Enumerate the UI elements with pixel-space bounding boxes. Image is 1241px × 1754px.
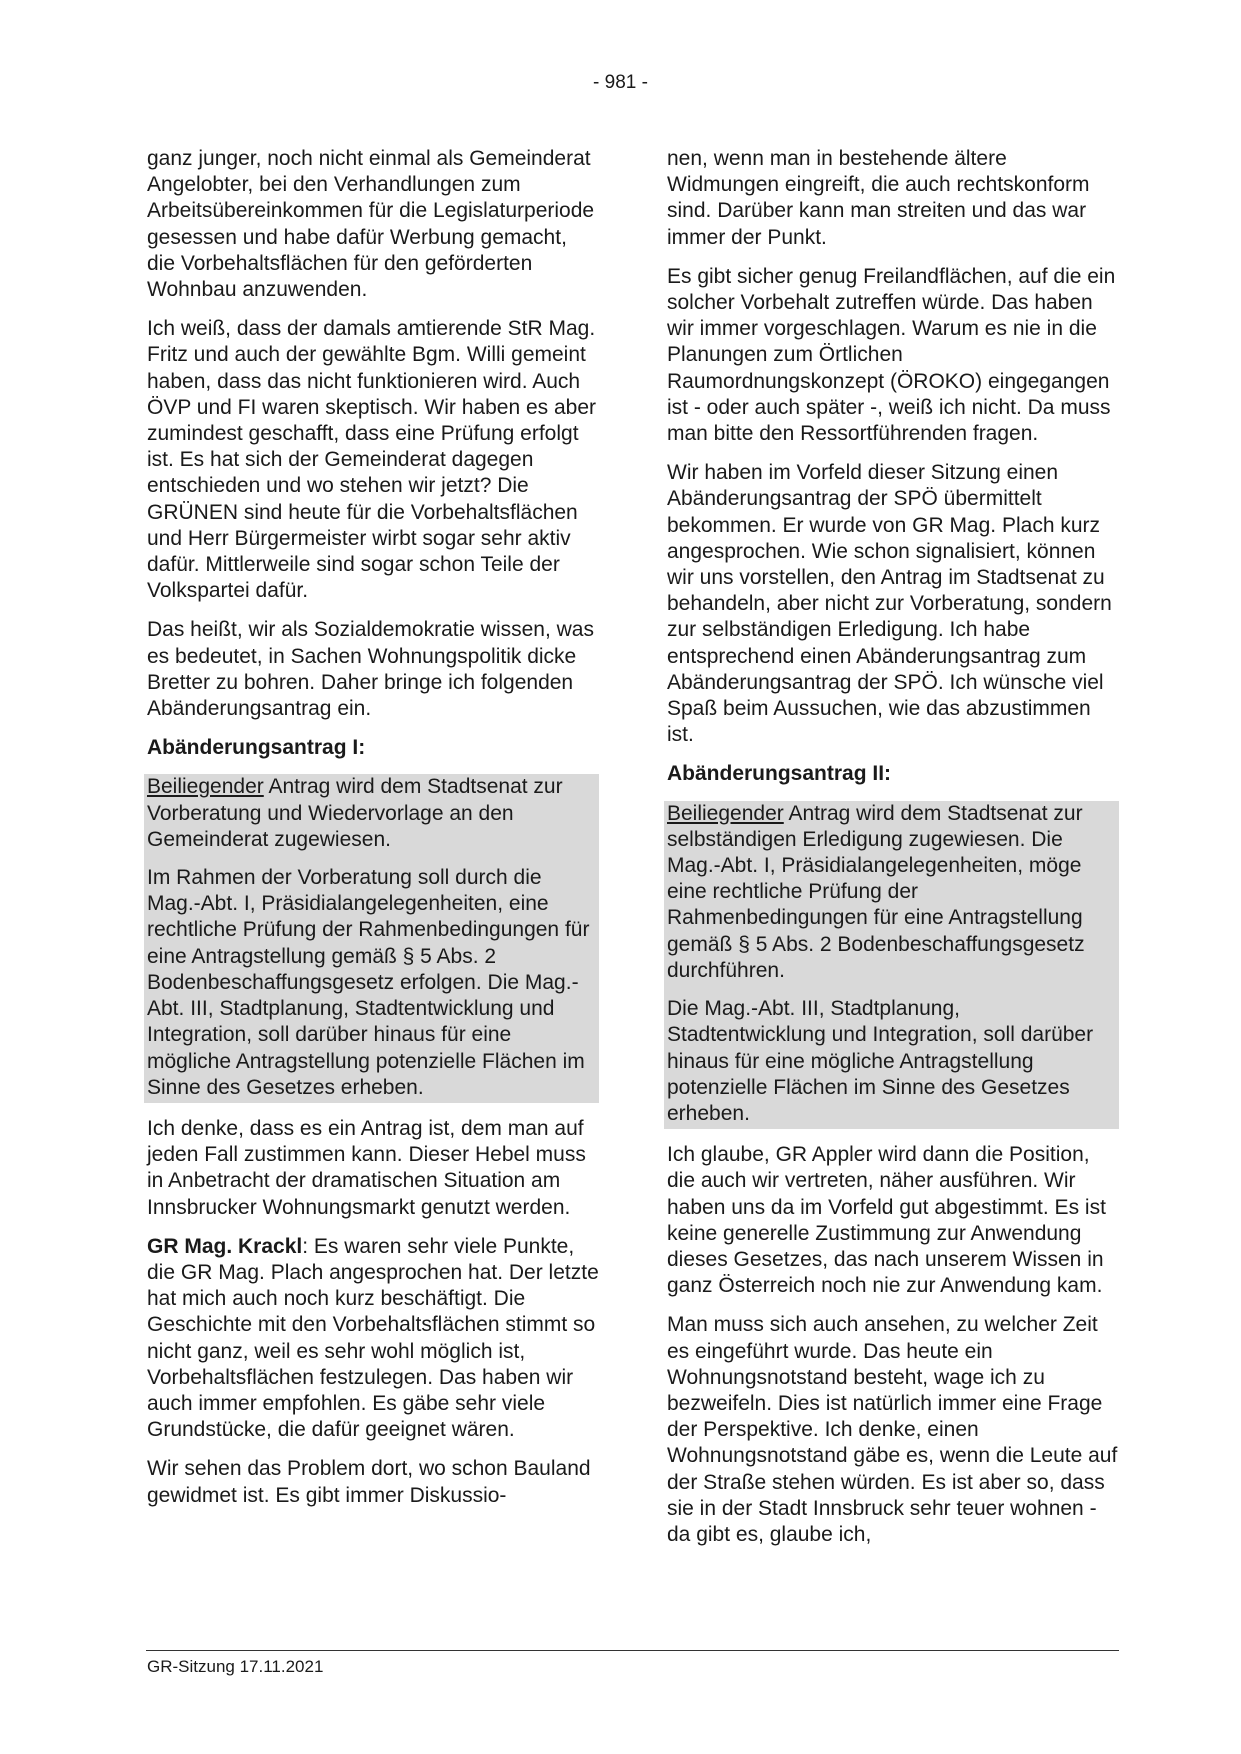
motion-heading: Abänderungsantrag I: (147, 736, 366, 760)
paragraph: Wir sehen das Problem dort, wo schon Bauland gewidmet ist. Es gibt immer Diskussio- (147, 1457, 591, 1507)
motion-paragraph: Im Rahmen der Vorberatung soll durch die Mag.-Abt. I, Präsidialangelegenheiten, eine rechtliche Prüfung der Rahmenbedingungen für eine Antragstellung gemäß § 5 Abs. 2 Bodenbeschaffungsgesetz erfolgen. Die Mag.-Abt. III, Stadtplanung, Stadtentwicklung und Integration, soll darüber hinaus für eine mögliche Antragstellung potenzielle Flächen im Sinne des Gesetzes erheben. (147, 866, 590, 1099)
footer-divider (146, 1650, 1119, 1651)
paragraph: ganz junger, noch nicht einmal als Gemeinderat Angelobter, bei den Verhandlungen zum Arbeitsübereinkommen für die Legislaturperiode gesessen und habe dafür Werbung gemacht, die Vorbehaltsflächen für den geförderten Wohnbau anzuwenden. (147, 147, 595, 302)
paragraph: Ich denke, dass es ein Antrag ist, dem man auf jeden Fall zustimmen kann. Dieser Hebel muss in Anbetracht der dramatischen Situation am Innsbrucker Wohnungsmarkt genutzt werden. (147, 1116, 586, 1219)
speaker-name: GR Mag. Krackl (147, 1234, 303, 1258)
paragraph: nen, wenn man in bestehende ältere Widmungen eingreift, die auch rechtskonform sind. Darüber kann man streiten und das war immer der Punkt. (667, 147, 1090, 249)
paragraph: Man muss sich auch ansehen, zu welcher Zeit es eingeführt wurde. Das heute ein Wohnungsnotstand besteht, wage ich zu bezweifeln. Dies ist natürlich immer eine Frage der Perspektive. Ich denke, einen Wohnungsnotstand gäbe es, wenn die Leute auf der Straße stehen würden. Es ist aber so, dass sie in der Stadt Innsbruck sehr teuer wohnen - da gibt es, glaube ich, (667, 1313, 1118, 1546)
paragraph: Es gibt sicher genug Freilandflächen, auf die ein solcher Vorbehalt zutreffen würde. Das haben wir immer vorgeschlagen. Warum es nie in die Planungen zum Örtlichen Raumordnungskonzept (ÖROKO) eingegangen ist - oder auch später -, weiß ich nicht. Da muss man bitte den Ressortführenden fragen. (667, 264, 1116, 446)
motion-text: Antrag wird dem Stadtsenat zur selbständigen Erledigung zugewiesen. Die Mag.-Abt. I, Präsidialangelegenheiten, möge eine rechtliche Prüfung der Rahmenbedingungen für eine Antragstellung gemäß § 5 Abs. 2 Bodenbeschaffungsgesetz durchführen. (667, 801, 1085, 982)
speech-text: : Es waren sehr viele Punkte, die GR Mag. Plach angesprochen hat. Der letzte hat mich auch noch kurz beschäftigt. Die Geschichte mit den Vorbehaltsflächen stimmt so nicht ganz, weil es sehr wohl möglich ist, Vorbehaltsflächen festzulegen. Das haben wir auch immer empfohlen. Es gäbe sehr viele Grundstücke, die dafür geeignet wären. (147, 1234, 599, 1442)
motion-paragraph (667, 801, 1116, 984)
motion-paragraph: Die Mag.-Abt. III, Stadtplanung, Stadtentwicklung und Integration, soll darüber hinaus für eine mögliche Antragstellung potenzielle Flächen im Sinne des Gesetzes erheben. (667, 997, 1094, 1125)
right-column (667, 146, 1119, 1561)
paragraph: Wir haben im Vorfeld dieser Sitzung einen Abänderungsantrag der SPÖ übermittelt bekommen. Er wurde von GR Mag. Plach kurz angesprochen. Wie schon signalisiert, können wir uns vorstellen, den Antrag im Stadtsenat zu behandeln, aber nicht zur Vorberatung, sondern zur selbständigen Erledigung. Ich habe entsprechend einen Abänderungsantrag zum Abänderungsantrag der SPÖ. Ich wünsche viel Spaß beim Aussuchen, wie das abzustimmen ist. (667, 461, 1112, 747)
paragraph: Ich weiß, dass der damals amtierende StR Mag. Fritz und auch der gewählte Bgm. Willi gemeint haben, dass das nicht funktionieren wird. Auch ÖVP und FI waren skeptisch. Wir haben es aber zumindest geschafft, dass eine Prüfung erfolgt ist. Es hat sich der Gemeinderat dagegen entschieden und wo stehen wir jetzt? Die GRÜNEN sind heute für die Vorbehaltsflächen und Herr Bürgermeister wirbt sogar sehr aktiv dafür. Mittlerweile sind sogar schon Teile der Volkspartei dafür. (147, 317, 596, 603)
footer-session-date: GR-Sitzung 17.11.2021 (147, 1657, 324, 1676)
paragraph: Ich glaube, GR Appler wird dann die Position, die auch wir vertreten, näher ausführen. Wir haben uns da im Vorfeld gut abgestimmt. Es ist keine generelle Zustimmung zur Anwendung dieses Gesetzes, das nach unserem Wissen in ganz Österreich noch nie zur Anwendung kam. (667, 1143, 1106, 1298)
paragraph: Das heißt, wir als Sozialdemokratie wissen, was es bedeutet, in Sachen Wohnungspolitik dicke Bretter zu bohren. Daher bringe ich folgenden Abänderungsantrag ein. (147, 618, 594, 721)
motion-text: Antrag wird dem Stadtsenat zur Vorberatung und Wiedervorlage an den Gemeinderat zugewiesen. (147, 775, 563, 851)
left-column (147, 146, 599, 1522)
underlined-word: Beiliegender (667, 801, 784, 825)
motion-text-box (664, 801, 1119, 1129)
motion-paragraph (147, 774, 596, 853)
motion-heading: Abänderungsantrag II: (667, 762, 892, 786)
page-number: - 981 - (593, 72, 648, 93)
paragraph (147, 1234, 599, 1444)
underlined-word: Beiliegender (147, 775, 264, 799)
motion-text-box (144, 774, 599, 1102)
